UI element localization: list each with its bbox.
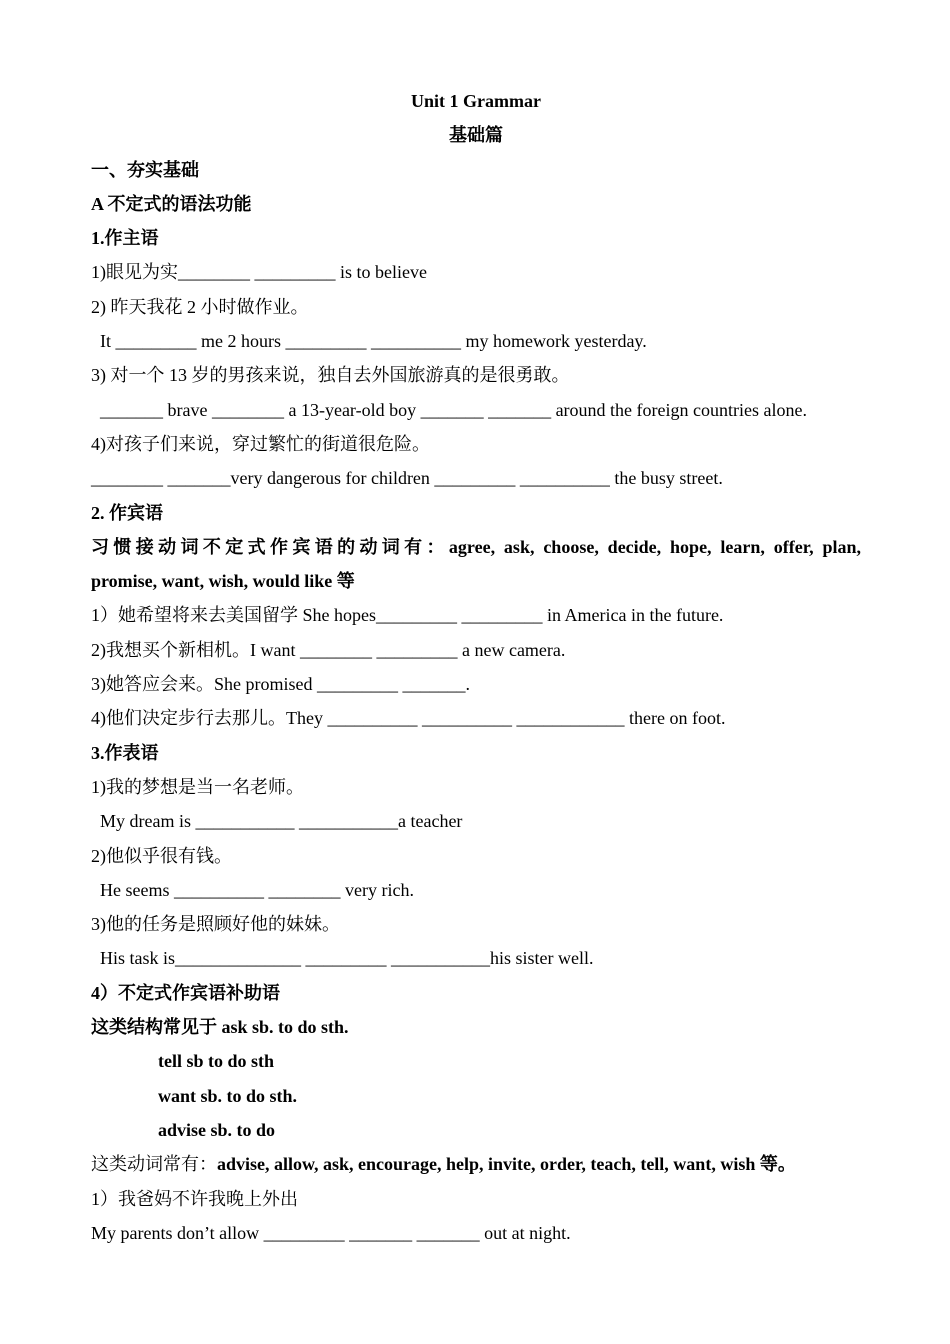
exercise-line: 4)他们决定步行去那儿。They __________ __________ ____________ there on foot. <box>91 708 726 729</box>
exercise-line: 1)眼见为实________ _________ is to believe <box>91 262 427 283</box>
exercise-line: _______ brave ________ a 13-year-old boy _______ _______ around the foreign countries alone. <box>100 399 807 420</box>
exercise-line: 2)我想买个新相机。I want ________ _________ a new camera. <box>91 639 566 660</box>
section-heading: 一、夯实基础 <box>91 159 199 180</box>
exercise-line: 1）她希望将来去美国留学 She hopes_________ _________ in America in the future. <box>91 605 724 626</box>
exercise-line: 3) 对一个 13 岁的男孩来说，独自去外国旅游真的是很勇敢。 <box>91 365 570 386</box>
exercise-line: 3)他的任务是照顾好他的妹妹。 <box>91 914 340 935</box>
exercise-line: His task is______________ _________ ___________his sister well. <box>100 948 594 969</box>
exercise-line: My dream is ___________ ___________a teacher <box>100 811 463 832</box>
verb-note-line: 习惯接动词不定式作宾语的动词有：agree, ask, choose, decide, hope, learn, offer, plan, <box>91 536 861 557</box>
exercise-line: It _________ me 2 hours _________ __________ my homework yesterday. <box>100 331 647 352</box>
exercise-line: ________ _______very dangerous for children _________ __________ the busy street. <box>91 468 723 489</box>
document-title: Unit 1 Grammar <box>411 91 541 111</box>
verb-note-line: promise, want, wish, would like 等 <box>91 571 355 592</box>
exercise-line: 4)对孩子们来说，穿过繁忙的街道很危险。 <box>91 433 430 454</box>
exercise-line: 2)他似乎很有钱。 <box>91 845 232 866</box>
exercise-line: 1）我爸妈不许我晚上外出 <box>91 1188 298 1209</box>
exercise-line: 2) 昨天我花 2 小时做作业。 <box>91 296 309 317</box>
verbs-line <box>91 1147 861 1181</box>
part2-heading: 2. 作宾语 <box>91 502 163 523</box>
part4-heading: 4）不定式作宾语补助语 <box>91 982 280 1003</box>
exercise-line: 1)我的梦想是当一名老师。 <box>91 776 304 797</box>
structure-item: want sb. to do sth. <box>158 1085 298 1106</box>
document-subtitle: 基础篇 <box>449 125 503 146</box>
document-page <box>91 84 861 1250</box>
exercise-line: He seems __________ ________ very rich. <box>100 879 414 900</box>
part1-heading: 1.作主语 <box>91 228 159 249</box>
structure-intro: 这类结构常见于 ask sb. to do sth. <box>91 1017 349 1038</box>
exercise-line: My parents don’t allow _________ _______ _______ out at night. <box>91 1222 571 1243</box>
verbs-prefix: 这类动词常有： <box>91 1154 217 1175</box>
subsection-heading: A 不定式的语法功能 <box>91 193 252 214</box>
structure-item: tell sb to do sth <box>158 1051 275 1072</box>
exercise-line: 3)她答应会来。She promised _________ _______. <box>91 674 470 695</box>
verbs-list: advise, allow, ask, encourage, help, invite, order, teach, tell, want, wish 等。 <box>217 1154 796 1175</box>
part3-heading: 3.作表语 <box>91 742 159 763</box>
structure-item: advise sb. to do <box>158 1119 276 1140</box>
